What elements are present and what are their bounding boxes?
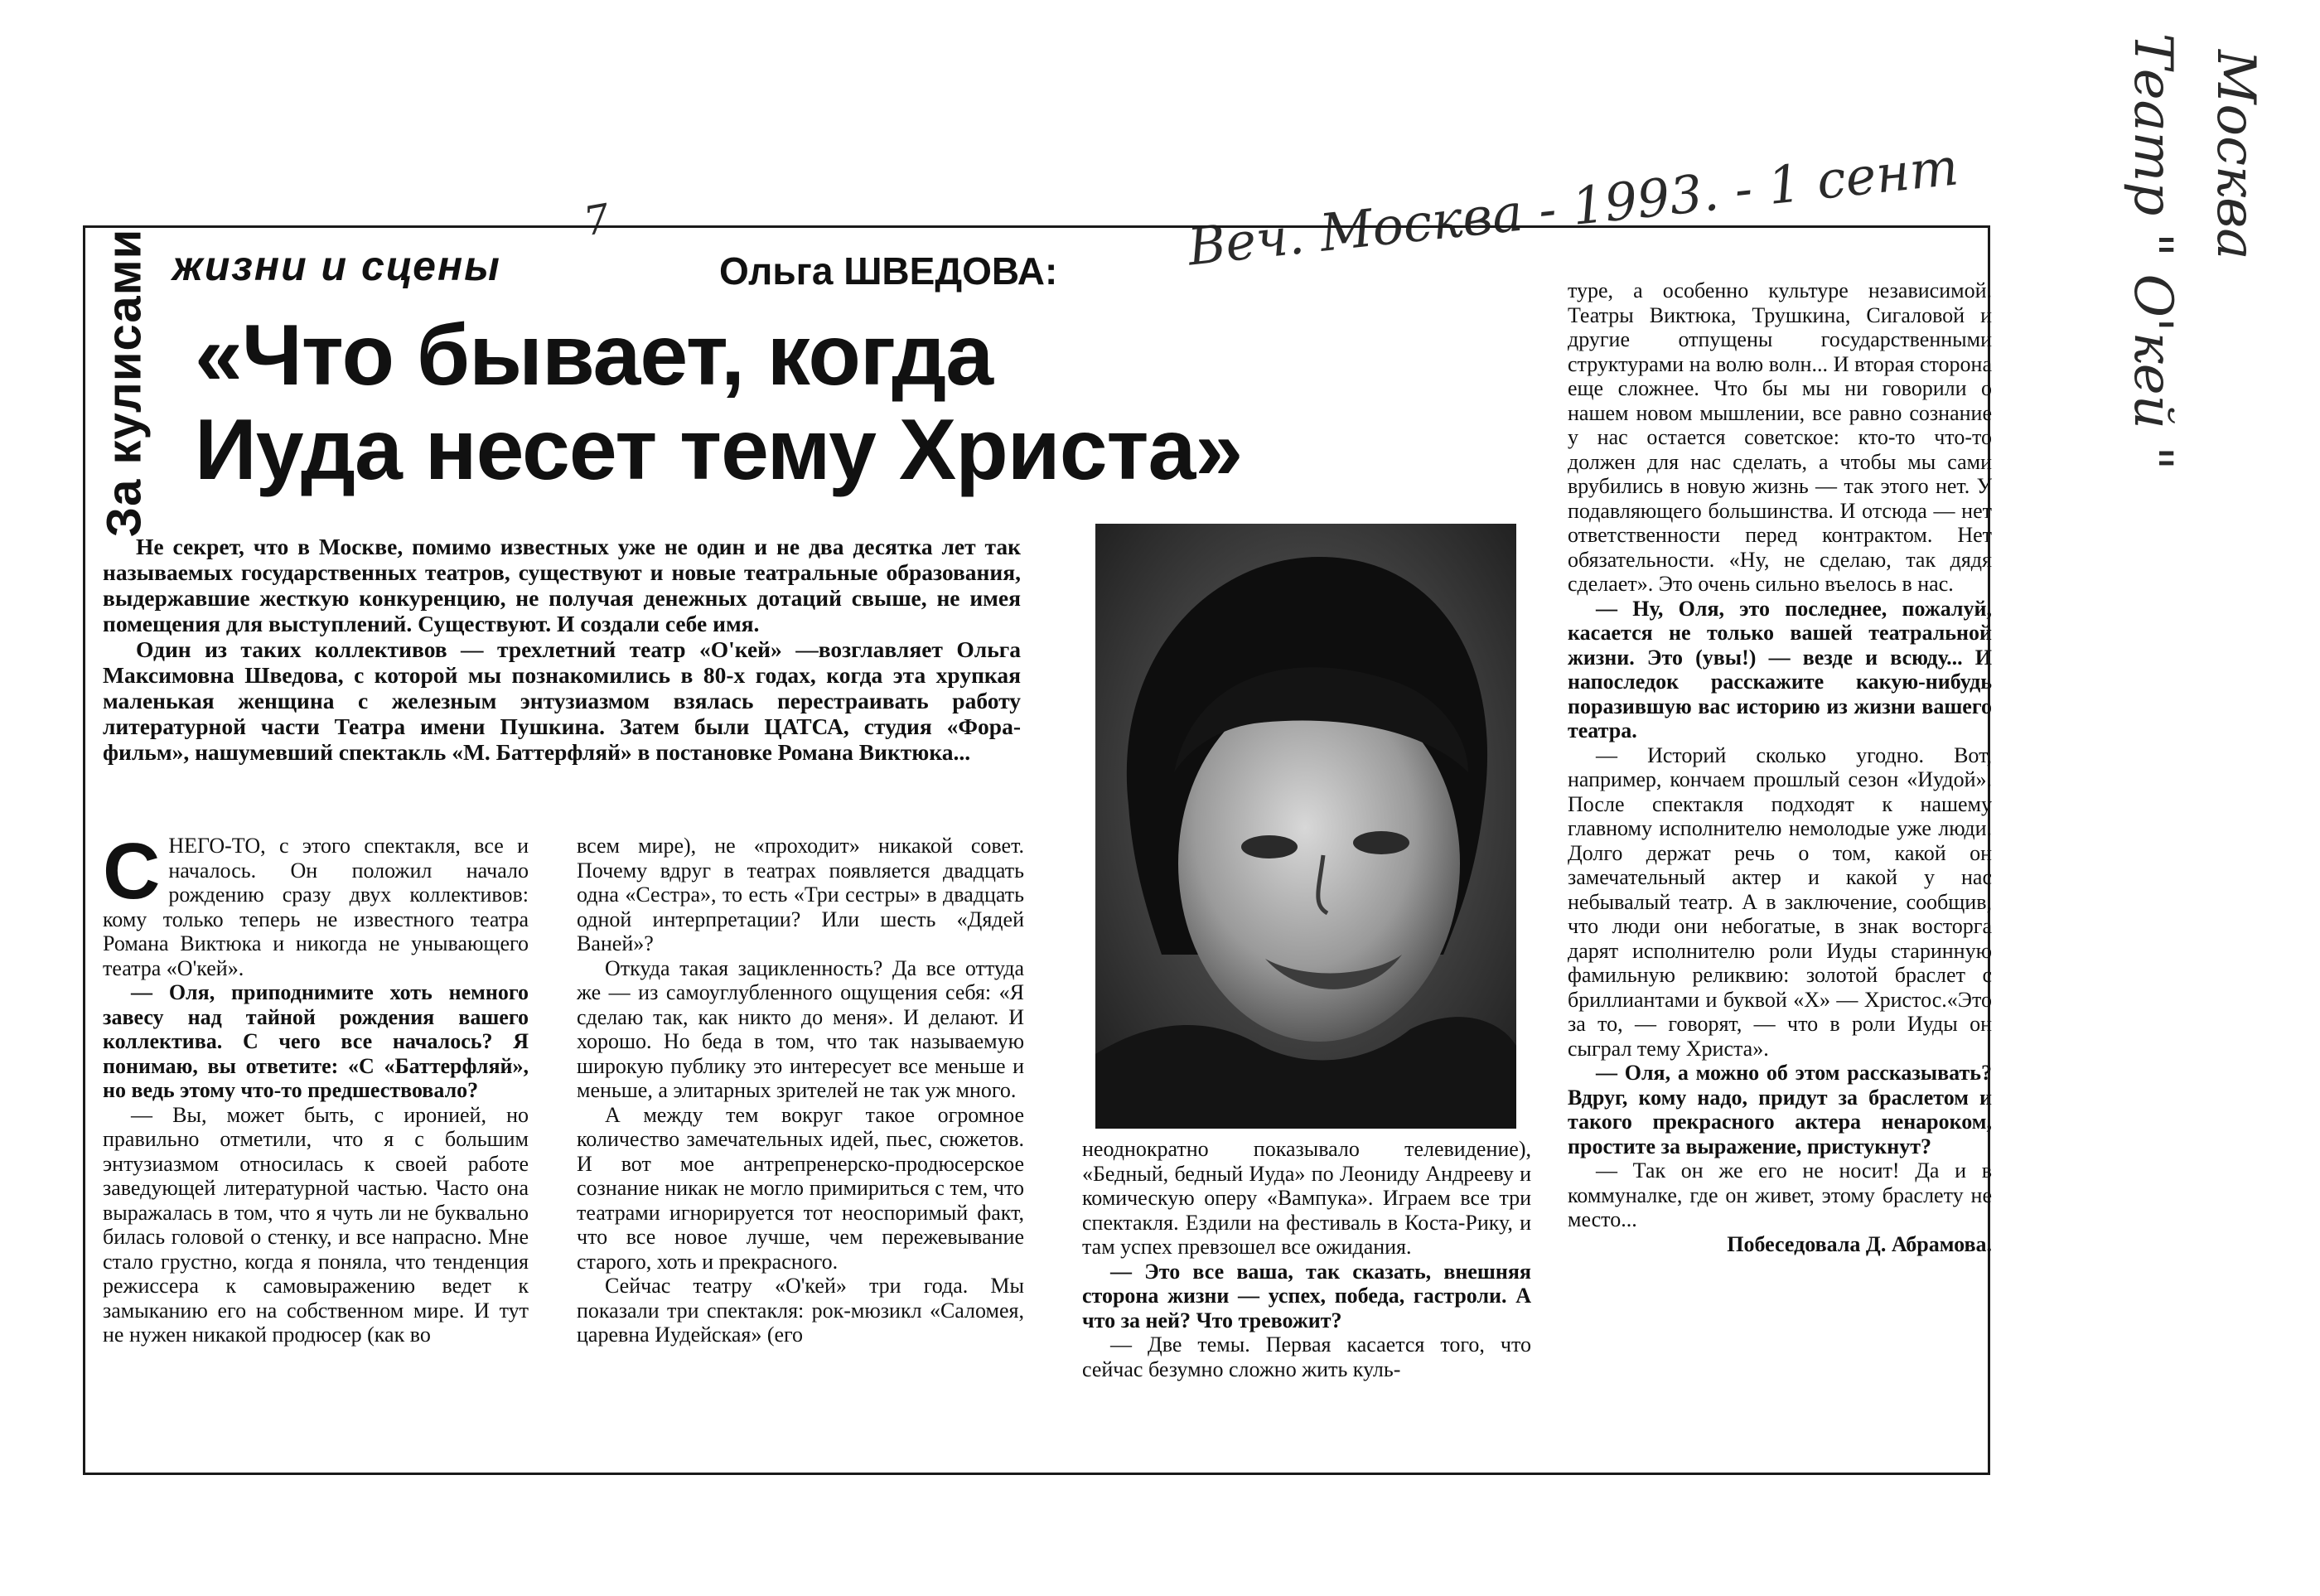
lead-p2: Один из таких коллективов — трехлетний театр «О'кей» —возглавляет Ольга Максимовна Шведова, с которой мы познакомились в 80-х годах, когда эта хрупкая маленькая женщина с железным энтузиазмом взялась перестраивать работу литературной части Театра имени Пушкина. Затем были ЦАТСА, студия «Фора-фильм», нашумевший спектакль «М. Баттерфляй» в постановке Романа Виктюка...: [103, 636, 1021, 765]
drop-cap: С: [103, 827, 161, 916]
article-column-2: [577, 834, 1024, 1347]
col2-p1: всем мире), не «проходит» никакой совет. Почему вдруг в театрах появляется двадцать одна «Сестра», то есть «Три сестры» в двадцать одной интерпретации? Или шесть «Дядей Ваней»?: [577, 834, 1024, 955]
portrait-photo: [1095, 524, 1516, 1129]
corner-mark-text: 7: [580, 195, 614, 246]
vertical-rubric-text: За кулисами: [97, 228, 152, 538]
handwritten-margin-note: [2205, 50, 2266, 260]
headline: [195, 308, 1487, 497]
col3-answer: — Две темы. Первая касается того, что сейчас безумно сложно жить куль-: [1082, 1332, 1531, 1381]
dateline-text: Веч. Москва - 1993. - 1 сент: [1185, 136, 1961, 278]
author-name: Ольга ШВЕДОВА:: [719, 249, 1058, 293]
col3-p1: неоднократно показывало телевидение), «Бедный, бедный Иуда» по Леониду Андрееву и комическую оперу «Вампука». Играем все три спектакля. Ездили на фестиваль в Коста-Рику, и там успех превзошел все ожидания.: [1082, 1137, 1531, 1259]
col3-question: — Это все ваша, так сказать, внешняя сторона жизни — успех, победа, гастроли. А что за ней? Что тревожит?: [1082, 1259, 1531, 1332]
vertical-rubric: [83, 225, 166, 540]
col1-answer: — Вы, может быть, с иронией, но правильно отметили, что я с большим энтузиазмом относилась к своей работе заведующей литературной частью. Часто она выражалась в том, что я чуть ли не буквально билась головой о стенку, и все напрасно. Мне стало грустно, когда я поняла, что тенденция режиссера к самовыражению ведет к замыканию его на собственном мире. И тут не нужен никакой продюсер (как во: [103, 1102, 529, 1347]
col2-p2: Откуда такая зацикленность? Да все оттуда же — из самоуглубленного ощущения себя: «Я сделаю так, как никто до меня». И делают. И хорошо. Но беда в том, что так называемую широкую публику это интересует все меньше и меньше, а элитарных зрителей не так уж много.: [577, 955, 1024, 1102]
article-column-3: [1082, 1137, 1531, 1381]
headline-line2: Иуда несет тему Христа»: [195, 402, 1243, 498]
col1-first-text: НЕГО-ТО, с этого спектакля, все и началось. Он положил начало рождению сразу двух коллективов: кому только теперь не известного театра Романа Виктюка и никогда не унывающего театра «О'кей».: [103, 834, 529, 980]
article-column-1: [103, 827, 529, 1347]
col4-p1: туре, а особенно культуре независимой. Театры Виктюка, Трушкина, Сигаловой и другие отпущены государственными структурами на волю волн... И вторая сторона еще сложнее. Что бы мы ни говорили о нашем новом мышлении, все равно сознание у нас остается советское: кто-то что-то должен для нас сделать, а чтобы мы сами врубились в новую жизнь — так этого нет. У подавляющего большинства. И отсюда — нет ответственности перед контрактом. Нет обязательности. «Ну, не сделаю, так дядя сделает». Это очень сильно въелось в нас.: [1568, 278, 1992, 596]
headline-line1: «Что бывает, когда: [195, 307, 993, 404]
rubric: жизни и сцены: [172, 243, 501, 289]
lead-paragraph: [103, 534, 1021, 765]
handwritten-margin-note-2: [2122, 33, 2183, 471]
article-column-4: [1568, 278, 1992, 1256]
col4-answer-2: — Так он же его не носит! Да и в коммуналке, где он живет, этому браслету не место...: [1568, 1158, 1992, 1231]
margin-note-line1: Москва: [2205, 50, 2266, 260]
col2-p4: Сейчас театру «О'кей» три года. Мы показали три спектакля: рок-мюзикл «Саломея, царевна Иудейская» (его: [577, 1274, 1024, 1347]
col1-first: [103, 827, 529, 980]
margin-note-line2: Театр " О'кей ": [2122, 33, 2183, 471]
col4-question-2: — Оля, а можно об этом рассказывать? Вдруг, кому надо, придут за браслетом и такого прекрасного актера ненароком, простите за выражение, пристукнут?: [1568, 1061, 1992, 1158]
col4-answer-1: — Историй сколько угодно. Вот, например, кончаем прошлый сезон «Иудой». После спектакля подходят к нашему главному исполнителю немолодые уже люди. Долго держат речь о том, какой он замечательный актер и какой у нас небывалый театр. А в заключение, сообщив, что люди они небогатые, в знак восторга дарят исполнителю роли Иуды старинную фамильную реликвию: золотой браслет с бриллиантами и буквой «Х» — Христос.«Это за то, — говорят, — что в роли Иуды он сыграл тему Христа».: [1568, 742, 1992, 1061]
portrait-photo-graphic: [1095, 524, 1516, 1129]
byline-signature: Побеседовала Д. Абрамова.: [1727, 1231, 1992, 1256]
col2-p3: А между тем вокруг такое огромное количество замечательных идей, пьес, сюжетов. И вот мое антрепренерско-продюсерское сознание никак не могло примириться с тем, что театрами игнорируется тот неоспоримый факт, что все новое лучше, чем пережевывание старого, хоть и прекрасного.: [577, 1102, 1024, 1274]
col1-question: — Оля, приподнимите хоть немного завесу над тайной рождения вашего коллектива. С чего все началось? Я понимаю, вы ответите: «С «Баттерфляй», но ведь этому что-то предшествовало?: [103, 980, 529, 1102]
col4-question-1: — Ну, Оля, это последнее, пожалуй, касается не только вашей театральной жизни. Это (увы!) — везде и всюду... И напоследок расскажите какую-нибудь поразившую вас историю из жизни вашего театра.: [1568, 596, 1992, 742]
lead-p1: Не секрет, что в Москве, помимо известных уже не один и не два десятка лет так называемых государственных театров, существуют и новые театральные образования, выдержавшие жесткую конкуренцию, не получая денежных дотаций свыше, не имея помещения для выступлений. Существуют. И создали себе имя.: [103, 534, 1021, 636]
